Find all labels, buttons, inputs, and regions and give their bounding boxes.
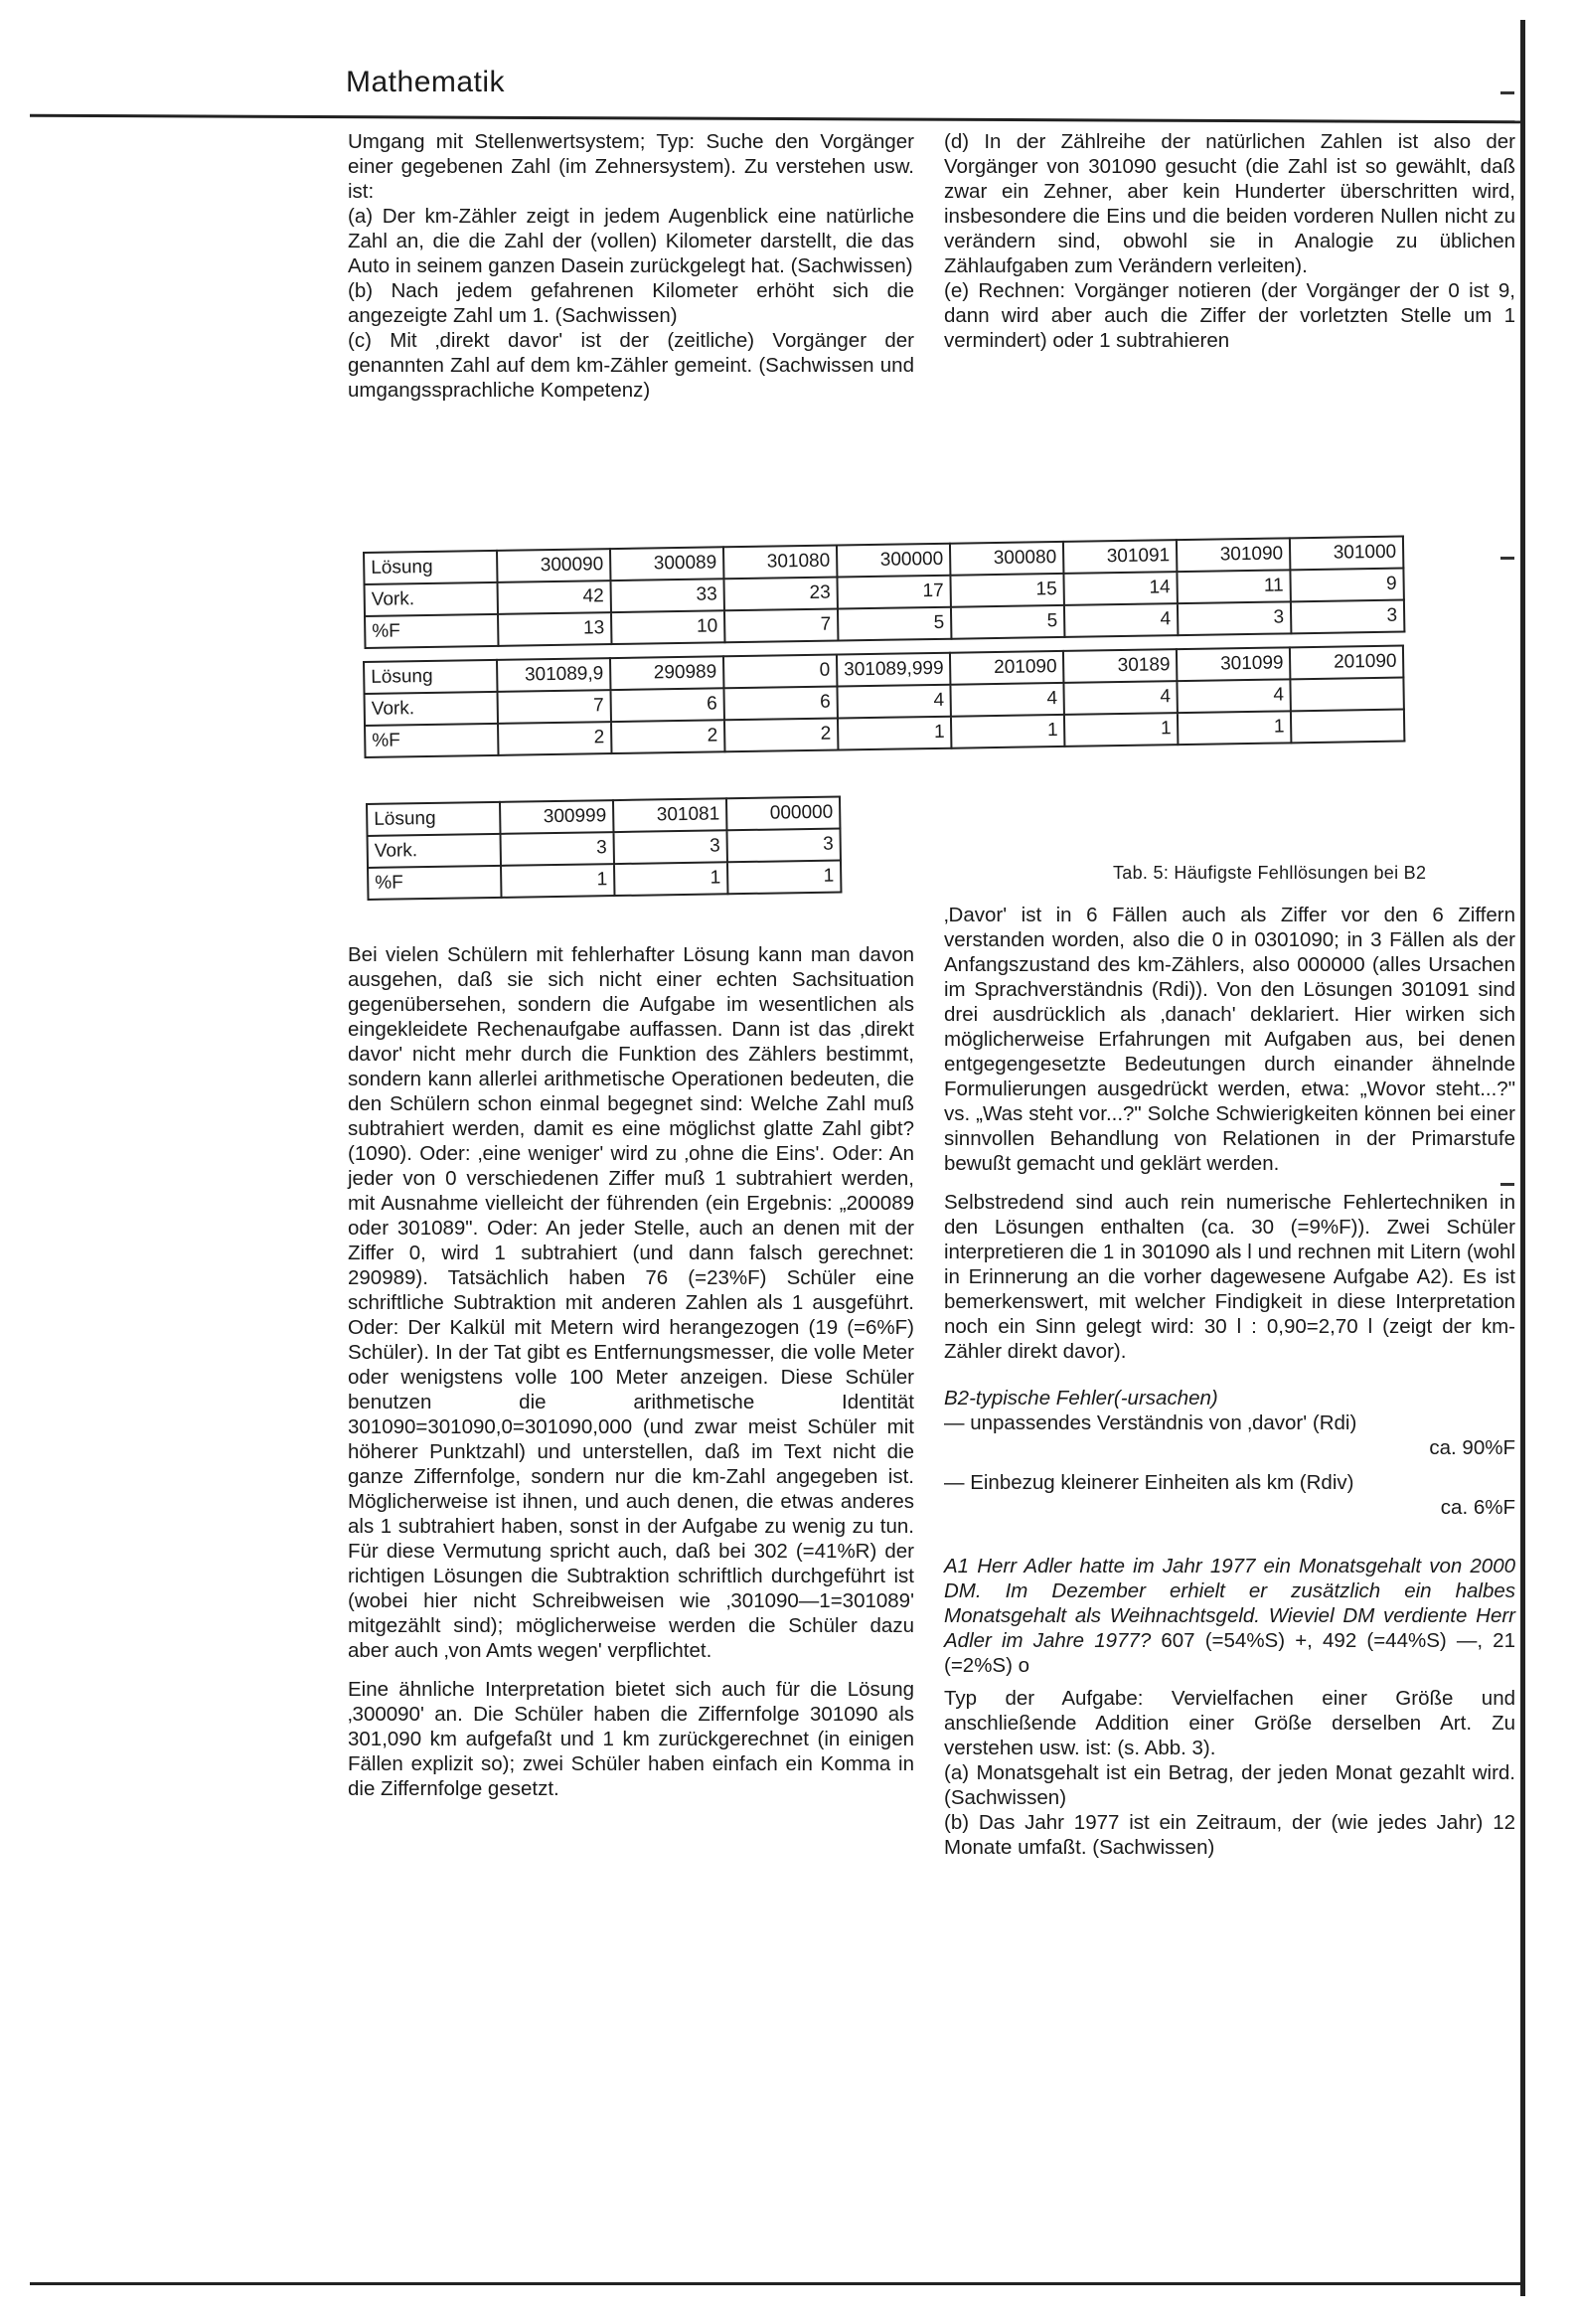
table-cell: 5 [951,605,1064,639]
paragraph: (c) Mit ‚direkt davor' ist der (zeitliche) Vorgänger der genannten Zahl auf dem km-Zähler gemeint. (Sachwissen und umgangssprachliche Kompetenz) [348,329,914,402]
table-cell [1291,678,1404,712]
table-cell: 0 [723,655,837,689]
table-cell: 6 [610,688,723,722]
table-cell: 3 [613,830,726,864]
table-cell: 1 [951,715,1064,748]
table-cell: 301091 [1063,540,1177,574]
column-right-body [944,903,1515,1860]
paragraph: Eine ähnliche Interpretation bietet sich auch für die Lösung ‚300090' an. Die Schüler haben die Ziffernfolge 301090 als 301,090 km aufgefaßt und 1 km zurückgerechnet (in einigen Fällen explizit so); zwei Schüler haben einfach ein Komma in die Ziffernfolge gesetzt. [348,1678,914,1800]
row-label: %F [368,866,501,900]
table-cell: 1 [727,860,841,894]
table-cell: 2 [611,720,724,753]
table-cell: 4 [951,683,1064,717]
row-label: Vork. [368,834,501,868]
table-cell: 10 [611,610,724,644]
paragraph: (e) Rechnen: Vorgänger notieren (der Vorgänger der 0 ist 9, dann wird aber auch die Ziffer der vorletzten Stelle um 1 vermindert) oder 1 subtrahieren [944,279,1515,352]
table-cell: 300999 [500,800,613,834]
top-rule [30,114,1520,124]
table-cell: 201090 [950,651,1063,685]
table-cell: 13 [498,612,611,646]
table-cell: 3 [726,829,840,863]
table-cell: 23 [723,578,837,611]
paragraph: (d) In der Zählreihe der natürlichen Zahlen ist also der Vorgänger von 301090 gesucht (die Zahl ist so gewählt, daß zwar ein Zehner, aber kein Hunderter überschritten wird, insbesondere die Eins und die beiden vorderen Nullen nicht zu verändern sind, obwohl sie in Analogie zu üblichen Zählaufgaben zum Verändern verleiten). [944,130,1515,277]
column-left-top [348,129,914,403]
table-cell: 15 [950,574,1063,607]
result-table-1 [363,536,1405,649]
paragraph: Bei vielen Schülern mit fehlerhafter Lösung kann man davon ausgehen, daß sie sich nicht einer echten Sachsituation gegenübersehen, sondern die Aufgabe im wesentlichen als eingekleidete Rechenaufgabe auffassen. Dann ist das ‚direkt davor' nicht mehr durch die Funktion des Zählers bestimmt, sondern kann allerlei arithmetische Operationen bedeuten, die den Schülern schon einmal begegnet sind: Welche Zahl muß subtrahiert werden, damit es eine möglichst glatte Zahl gibt? (1090). Oder: ‚eine weniger' wird zu ‚ohne die Eins'. Oder: An jeder von 0 verschiedenen Ziffer muß 1 subtrahiert werden, mit Ausnahme vielleicht der führenden (ein Ergebnis: „200089 oder 301089". Oder: An jeder Stelle, auch an denen mit der Ziffer 0, wird 1 subtrahiert (und dann falsch gerechnet: 290989). Tatsächlich haben 76 (=23%F) Schüler eine schriftliche Subtraktion mit anderen Zahlen als 1 ausgeführt. Oder: Der Kalkül mit Metern wird herangezogen (19 (=6%F) Schüler). In der Tat gibt es Entfernungsmesser, die volle Meter oder wenigstens volle 100 Meter anzeigen. Diese Schüler benutzen die arithmetische Identität 301090=301090,0=301090,000 (und zwar meist Schüler mit höherer Punktzahl) und unterstellen, daß im Text nicht die ganze Ziffernfolge, sondern nur die km-Zahl angegeben ist. Möglicherweise ist ihnen, und auch denen, die etwas anderes als 1 subtrahiert haben, sonst in der Aufgabe zu wenig zu tun. Für diese Vermutung spricht auch, daß bei 302 (=41%R) der richtigen Lösungen die Subtraktion schriftlich durchgeführt ist (wobei hier nicht Schreibweisen wie ‚301090—1=301089' mitgezählt sind); möglicherweise werden die Schüler dazu aber auch ‚von Amts wegen' verpflichtet. [348,943,914,1662]
paragraph: (b) Nach jedem gefahrenen Kilometer erhöht sich die angezeigte Zahl um 1. (Sachwissen) [348,279,914,327]
row-label: Lösung [367,802,500,836]
table-cell: 201090 [1290,646,1403,680]
task-a1-results: 607 (=54%S) +, 492 (=44%S) —, 21 (=2%S) o [944,1629,1515,1677]
table-cell: 9 [1290,569,1403,602]
paragraph: Typ der Aufgabe: Vervielfachen einer Größe und anschließende Addition einer Größe derselben Art. Zu verstehen usw. ist: (s. Abb. 3). [944,1687,1515,1759]
table-cell: 3 [501,832,614,866]
paragraph: (a) Der km-Zähler zeigt in jedem Augenblick eine natürliche Zahl an, die die Zahl der (vollen) Kilometer darstellt, die das Auto in seinem ganzen Dasein zurückgelegt hat. (Sachwissen) [348,205,914,277]
error-summary-heading: B2-typische Fehler(-ursachen) [944,1387,1218,1410]
margin-mark [1500,91,1514,94]
table-cell: 33 [610,579,723,612]
column-right-top [944,129,1515,353]
table-cell: 30189 [1063,649,1177,683]
paragraph: Umgang mit Stellenwertsystem; Typ: Suche den Vorgänger einer gegebenen Zahl (im Zehnersystem). Zu verstehen usw. ist: [348,130,914,203]
result-table-3 [366,795,842,900]
table-cell: 3 [1178,601,1291,635]
row-label: Vork. [365,582,498,616]
table-cell: 7 [498,690,611,724]
running-head: Mathematik [346,66,506,98]
row-label: Lösung [364,551,497,584]
table-row [368,860,841,899]
table-cell: 4 [1064,603,1178,637]
table-cell: 301081 [613,798,726,832]
table-caption: Tab. 5: Häufigste Fehllösungen bei B2 [1113,863,1427,883]
table-cell: 1 [501,864,614,898]
table-cell: 2 [724,718,838,751]
table-cell: 1 [838,717,952,750]
table-cell: 4 [1178,679,1291,713]
result-table-2 [363,645,1406,758]
table-cell: 42 [498,581,611,614]
row-label: %F [365,724,498,757]
task-a1-text [944,1554,1515,1678]
table-cell: 1 [1064,713,1178,747]
margin-bar [1520,20,1525,2296]
table-cell: 11 [1177,570,1290,603]
paragraph: Selbstredend sind auch rein numerische Fehlertechniken in den Lösungen enthalten (ca. 30 (=9%F)). Zwei Schüler interpretieren die 1 in 301090 als l und rechnen mit Litern (wohl in Erinnerung an die vorher dagewesene Aufgabe A2). Es ist bemerkenswert, mit welcher Findigkeit in diese Interpretation noch ein Sinn gelegt wird: 30 l : 0,90=2,70 l (zeigt der km-Zähler direkt davor). [944,1191,1515,1363]
task-a1-question: A1 Herr Adler hatte im Jahr 1977 ein Monatsgehalt von 2000 DM. Im Dezember erhielt er zusätzlich ein halbes Monatsgehalt als Weihnachtsgeld. Wieviel DM verdiente Herr Adler im Jahre 1977? [944,1555,1515,1652]
table-cell: 6 [723,687,837,721]
table-cell: 300090 [497,549,610,582]
table-cell: 301090 [1177,538,1290,572]
row-label: %F [365,614,498,648]
paragraph: (b) Das Jahr 1977 ist ein Zeitraum, der (wie jedes Jahr) 12 Monate umfaßt. (Sachwissen) [944,1811,1515,1859]
table-cell: 301089,9 [497,658,610,692]
bottom-rule [30,2282,1520,2285]
table-cell: 5 [838,607,951,641]
table-cell: 301099 [1177,647,1290,681]
column-left-body [348,942,914,1815]
table-cell: 4 [837,685,951,719]
paragraph: ‚Davor' ist in 6 Fällen auch als Ziffer vor den 6 Ziffern verstanden worden, also die 0 in 0301090; in 3 Fällen als der Anfangszustand des km-Zählers, also 000000 (alles Ursachen im Sprachverständnis (Rdi)). Von den Lösungen 301091 sind drei ausdrücklich als ‚danach' deklariert. Hier wirken sich möglicherweise Erfahrungen mit Aufgaben aus, bei denen entgegengesetzte Bedeutungen durch einander ähnelnde Formulierungen ausgedrückt werden, etwa: „Wovor steht...?" vs. „Was steht vor...?" Solche Schwierigkeiten können bei einer sinnvollen Behandlung von Relationen in der Primarstufe bewußt gemacht und geklärt werden. [944,904,1515,1175]
row-label: Vork. [365,692,498,726]
table-cell [1291,710,1404,744]
table-cell: 290989 [610,656,723,690]
table-cell: 4 [1064,681,1178,715]
error-item: — Einbezug kleinerer Einheiten als km (Rdiv) [944,1471,1354,1494]
table-cell: 300080 [950,542,1063,576]
table-cell: 17 [837,576,950,609]
table-cell: 301000 [1290,537,1403,571]
error-item: — unpassendes Verständnis von ‚davor' (Rdi) [944,1411,1357,1434]
error-summary [944,1386,1515,1520]
table-cell: 1 [1178,711,1291,745]
table-cell: 000000 [726,797,840,831]
table-cell: 7 [724,608,838,642]
table-cell: 300000 [837,544,950,578]
table-cell: 14 [1063,572,1177,605]
error-item-percent: ca. 90%F [1429,1436,1515,1459]
margin-mark [1500,557,1514,560]
error-item-percent: ca. 6%F [1440,1496,1515,1519]
table-cell: 1 [614,862,727,896]
table-cell: 301080 [723,546,837,580]
table-cell: 301089,999 [837,653,951,687]
table-cell: 300089 [610,547,723,581]
paragraph: (a) Monatsgehalt ist ein Betrag, der jeden Monat gezahlt wird. (Sachwissen) [944,1761,1515,1809]
table-cell: 3 [1291,600,1404,634]
row-label: Lösung [364,660,497,694]
table-cell: 2 [498,722,611,755]
task-a1 [944,1554,1515,1860]
